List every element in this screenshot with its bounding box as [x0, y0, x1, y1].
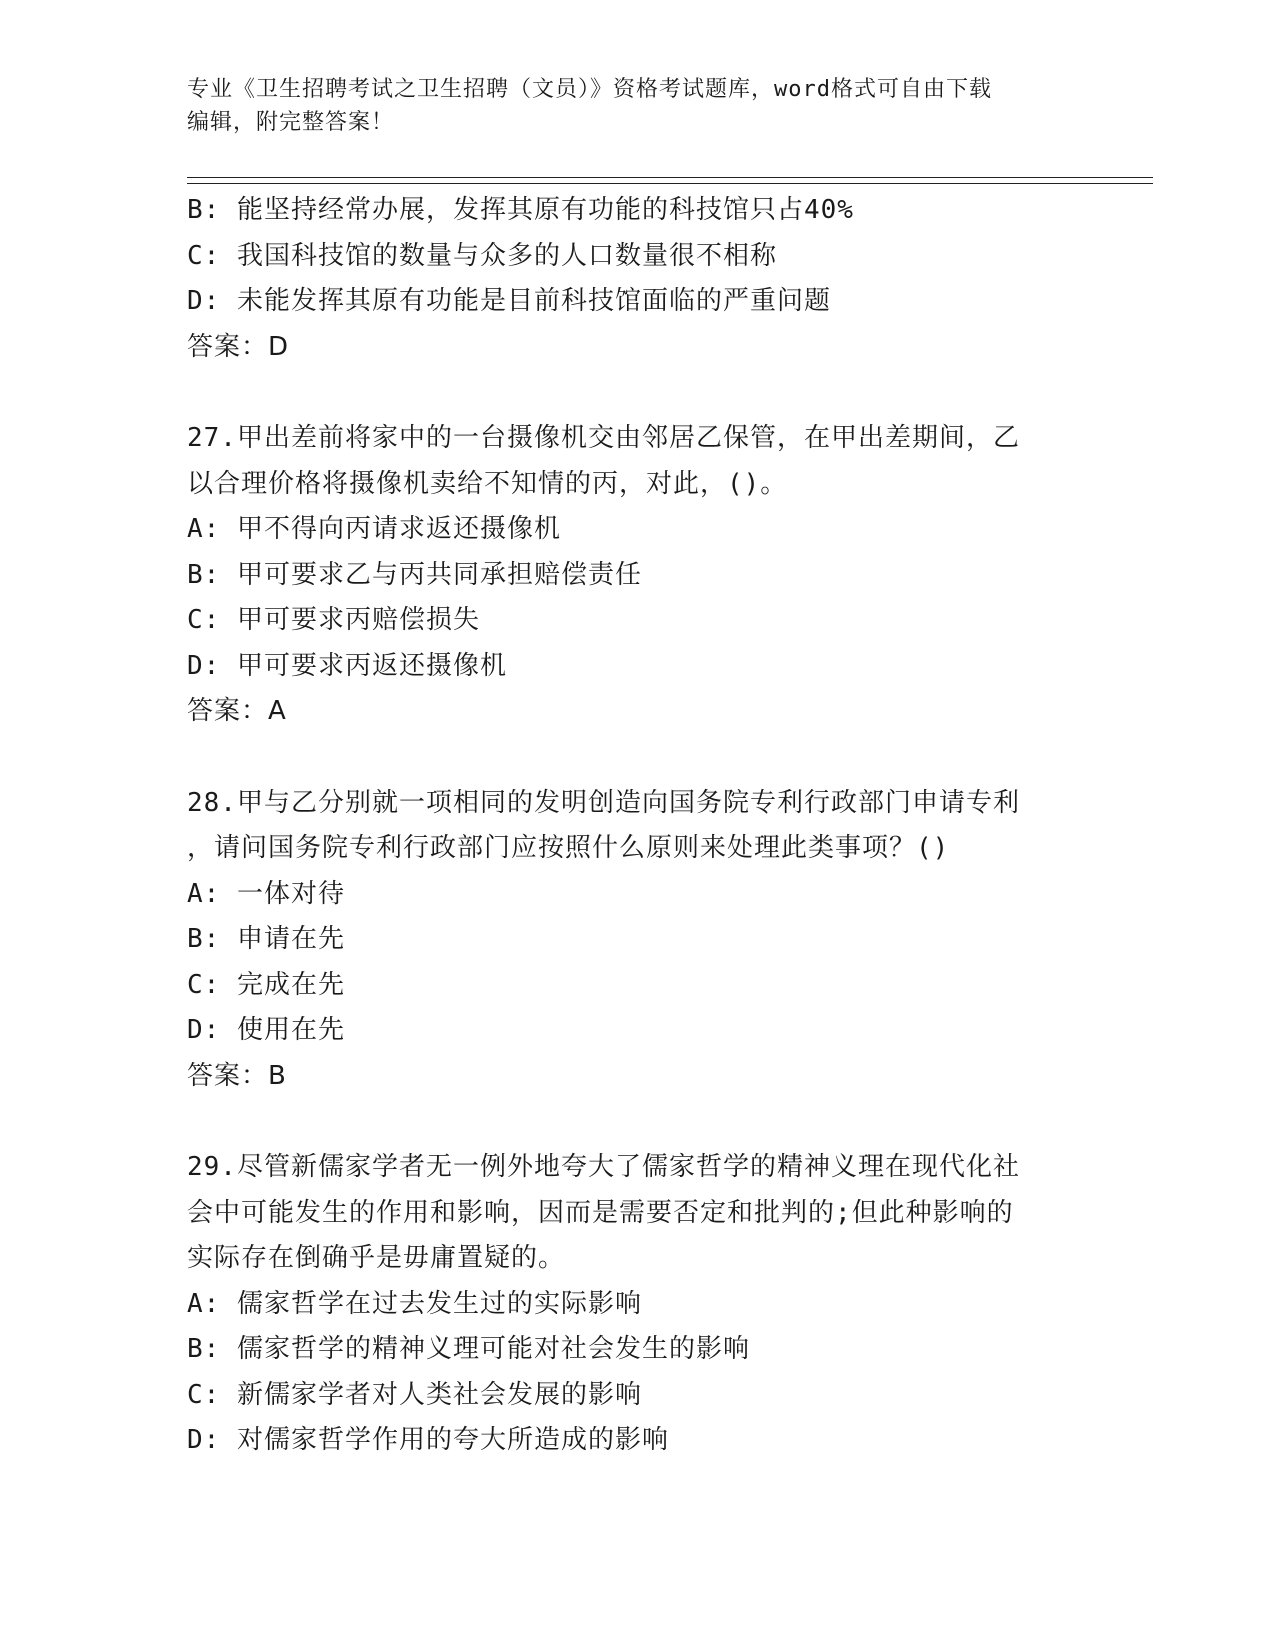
question-text-line: 29.尽管新儒家学者无一例外地夸大了儒家哲学的精神义理在现代化社 [187, 1152, 1020, 1182]
option-b: B: 申请在先 [187, 924, 345, 954]
option-b: B: 甲可要求乙与丙共同承担赔偿责任 [187, 559, 642, 590]
question-text-line: 27.甲出差前将家中的一台摄像机交由邻居乙保管，在甲出差期间，乙 [187, 423, 1020, 453]
question-29 [187, 1145, 1087, 1464]
option-b: B: 能坚持经常办展，发挥其原有功能的科技馆只占40% [187, 195, 854, 225]
option-b: B: 儒家哲学的精神义理可能对社会发生的影响 [187, 1334, 750, 1364]
option-a: A: 儒家哲学在过去发生过的实际影响 [187, 1288, 642, 1319]
option-c: C: 完成在先 [187, 969, 345, 1000]
header-line-1: 专业《卫生招聘考试之卫生招聘（文员）》资格考试题库，word格式可自由下载 [187, 77, 992, 102]
option-c: C: 我国科技馆的数量与众多的人口数量很不相称 [187, 240, 777, 271]
answer-line: 答案：A [187, 696, 287, 726]
spacer [187, 370, 1087, 416]
header-rule-top [187, 177, 1153, 178]
question-text-line: 28.甲与乙分别就一项相同的发明创造向国务院专利行政部门申请专利 [187, 787, 1020, 818]
spacer [187, 735, 1087, 781]
answer-line: 答案：B [187, 1060, 287, 1091]
option-d: D: 甲可要求丙返还摄像机 [187, 650, 507, 681]
header-line-2: 编辑，附完整答案！ [187, 110, 395, 135]
option-d: D: 未能发挥其原有功能是目前科技馆面临的严重问题 [187, 286, 831, 316]
question-26-continued [187, 188, 1087, 370]
question-text-line: 会中可能发生的作用和影响，因而是需要否定和批判的;但此种影响的 [187, 1197, 1014, 1228]
option-a: A: 甲不得向丙请求返还摄像机 [187, 514, 561, 544]
question-27 [187, 416, 1087, 735]
question-text-line: ，请问国务院专利行政部门应按照什么原则来处理此类事项？() [187, 833, 950, 863]
question-28 [187, 781, 1087, 1100]
answer-line: 答案：D [187, 331, 290, 362]
option-a: A: 一体对待 [187, 878, 345, 909]
question-text-line: 以合理价格将摄像机卖给不知情的丙，对此，()。 [187, 468, 788, 499]
option-d: D: 对儒家哲学作用的夸大所造成的影响 [187, 1425, 669, 1455]
document-header [187, 73, 1087, 139]
question-text-line: 实际存在倒确乎是毋庸置疑的。 [187, 1243, 566, 1273]
option-d: D: 使用在先 [187, 1015, 345, 1045]
header-rule-bottom [187, 183, 1153, 184]
option-c: C: 新儒家学者对人类社会发展的影响 [187, 1379, 642, 1410]
spacer [187, 1099, 1087, 1145]
question-list [187, 188, 1087, 1464]
option-c: C: 甲可要求丙赔偿损失 [187, 605, 480, 635]
